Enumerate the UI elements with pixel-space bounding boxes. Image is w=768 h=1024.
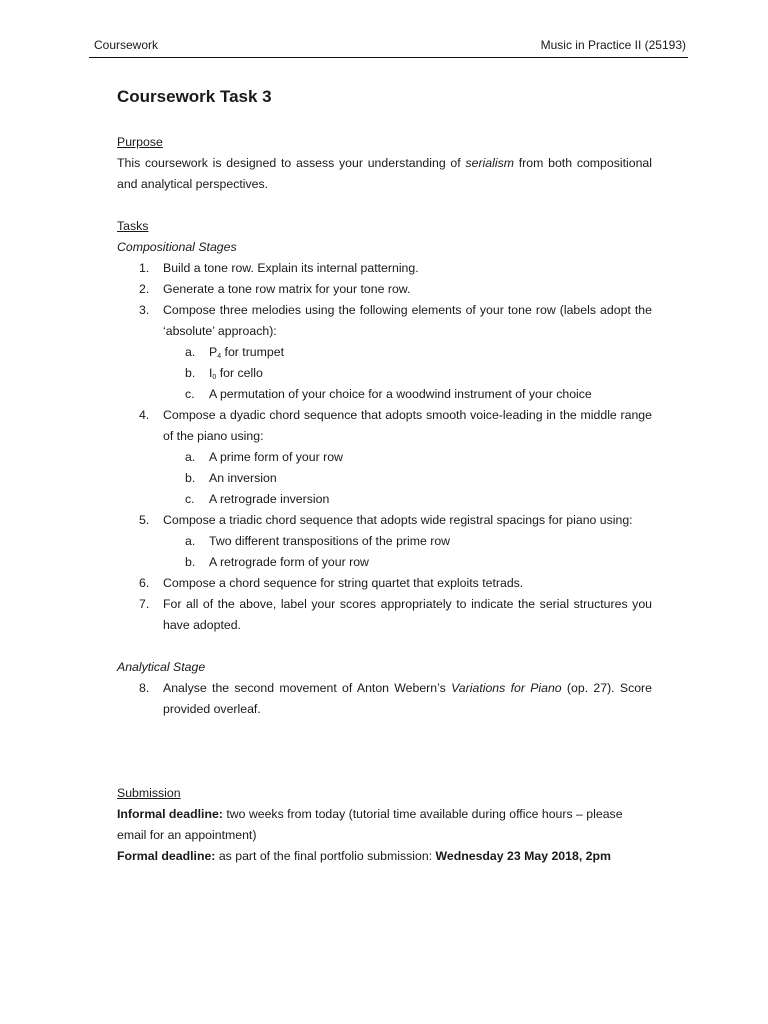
formal-deadline <box>117 846 652 867</box>
sub-item <box>117 489 652 510</box>
sub-item-text: Two different transpositions of the prime row <box>209 534 451 548</box>
item-number: 2. <box>139 282 150 296</box>
sub-item-subscript: 4 <box>217 353 222 360</box>
sub-item <box>117 468 652 489</box>
item-text: Build a tone row. Explain its internal patterning. <box>163 261 419 275</box>
item-number: 5. <box>139 513 150 527</box>
item-text: Compose three melodies using the following elements of your tone row (labels adopt the ‘absolute’ approach): <box>163 303 652 338</box>
item-text-end: (op. 27). Score provided overleaf. <box>163 681 652 716</box>
work-title: Variations for Piano <box>451 681 562 695</box>
purpose-text-part2: from both compositional and analytical perspectives. <box>117 156 653 191</box>
item-text: Compose a triadic chord sequence that adopts wide registral spacings for piano using: <box>163 513 633 527</box>
item-number: 6. <box>139 576 150 590</box>
sub-item-letter: a. <box>185 534 196 548</box>
item-text: Compose a dyadic chord sequence that adopts smooth voice-leading in the middle range of the piano using: <box>163 408 652 443</box>
document-body <box>117 86 652 867</box>
list-item <box>117 405 652 447</box>
informal-deadline <box>117 804 652 846</box>
item-text: Compose a chord sequence for string quartet that exploits tetrads. <box>163 576 524 590</box>
header-right: Music in Practice II (25193) <box>540 38 686 52</box>
sub-item-letter: b. <box>185 471 196 485</box>
sub-item <box>117 384 652 405</box>
item-text: For all of the above, label your scores appropriately to indicate the serial structures you have adopted. <box>163 597 652 632</box>
sub-item-letter: b. <box>185 366 196 380</box>
purpose-heading: Purpose <box>117 135 163 149</box>
sub-item-text: An inversion <box>209 471 277 485</box>
purpose-text <box>117 153 652 195</box>
page-title: Coursework Task 3 <box>117 87 272 106</box>
sub-item-base: I <box>209 366 213 380</box>
sub-item-letter: a. <box>185 345 196 359</box>
sub-item-letter: c. <box>185 492 195 506</box>
sub-item-letter: c. <box>185 387 195 401</box>
list-item <box>117 678 652 720</box>
header-left: Coursework <box>94 38 159 52</box>
formal-deadline-date: Wednesday 23 May 2018, 2pm <box>435 849 611 863</box>
sub-item <box>117 531 652 552</box>
sub-item-letter: a. <box>185 450 196 464</box>
list-item <box>117 594 652 636</box>
formal-deadline-text: as part of the final portfolio submission: <box>215 849 436 863</box>
item-number: 1. <box>139 261 150 275</box>
list-item <box>117 279 652 300</box>
informal-deadline-text: two weeks from today (tutorial time available during office hours – please email for an appointment) <box>117 807 623 842</box>
item-number: 4. <box>139 408 150 422</box>
sub-item <box>117 552 652 573</box>
header-rule <box>89 57 688 58</box>
sub-item-text: for cello <box>216 366 263 380</box>
list-item <box>117 300 652 342</box>
item-number: 7. <box>139 597 150 611</box>
sub-item-text: A retrograde form of your row <box>209 555 369 569</box>
sub-item-letter: b. <box>185 555 196 569</box>
informal-deadline-label: Informal deadline: <box>117 807 223 821</box>
sub-item <box>117 447 652 468</box>
sub-item-base: P <box>209 345 218 359</box>
submission-heading: Submission <box>117 786 181 800</box>
sub-item-text: A retrograde inversion <box>209 492 330 506</box>
purpose-emphasis: serialism <box>465 156 514 170</box>
item-text: Analyse the second movement of Anton Webern’s <box>163 681 452 695</box>
analytical-heading: Analytical Stage <box>117 660 206 674</box>
item-number: 3. <box>139 303 150 317</box>
list-item <box>117 573 652 594</box>
sub-item-text: A prime form of your row <box>209 450 343 464</box>
sub-item <box>117 363 652 384</box>
list-item <box>117 258 652 279</box>
tasks-heading: Tasks <box>117 219 149 233</box>
item-number: 8. <box>139 681 150 695</box>
item-text: Generate a tone row matrix for your tone row. <box>163 282 411 296</box>
list-item <box>117 510 652 531</box>
sub-item-text: for trumpet <box>221 345 284 359</box>
compositional-heading: Compositional Stages <box>117 240 237 254</box>
sub-item <box>117 342 652 363</box>
purpose-text-part1: This coursework is designed to assess your understanding of <box>117 156 466 170</box>
sub-item-text: A permutation of your choice for a woodwind instrument of your choice <box>209 387 592 401</box>
formal-deadline-label: Formal deadline: <box>117 849 216 863</box>
sub-item-subscript: 0 <box>212 374 217 381</box>
